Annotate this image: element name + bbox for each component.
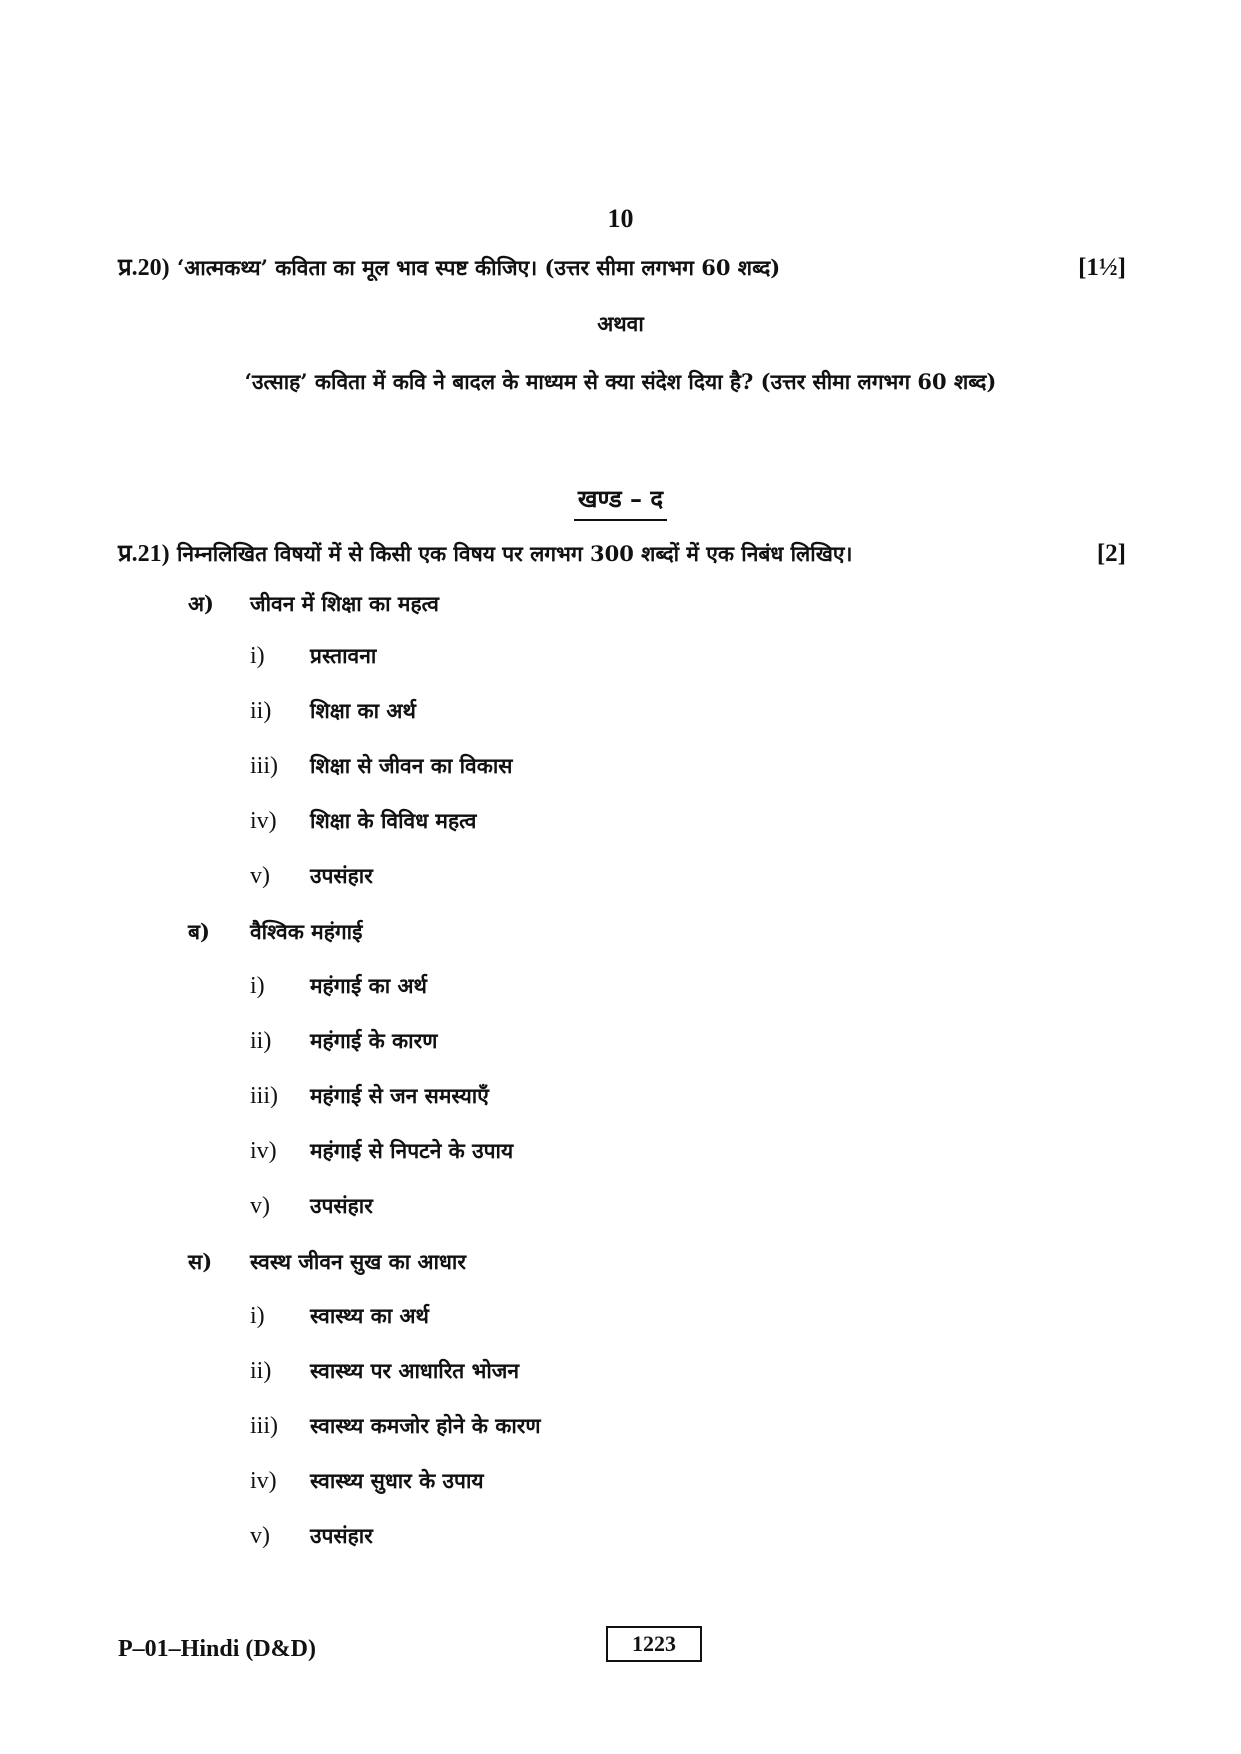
question-20-text: ‘आत्मकथ्य’ कविता का मूल भाव स्पष्ट कीजिए। (उत्तर सीमा लगभग 60 शब्द): [176, 255, 781, 280]
outline-point: [250, 1137, 513, 1165]
point-text: स्वास्थ्य सुधार के उपाय: [310, 1468, 484, 1493]
point-text: महंगाई से निपटने के उपाय: [310, 1138, 514, 1163]
question-20-number: प्र.20): [118, 255, 170, 281]
page-number: 10: [607, 204, 634, 233]
outline-point: [250, 697, 416, 725]
point-text: स्वास्थ्य पर आधारित भोजन: [310, 1358, 520, 1383]
outline-point: [250, 1412, 541, 1440]
outline-point: [250, 1027, 437, 1055]
point-text: शिक्षा के विविध महत्व: [310, 808, 477, 833]
point-text: शिक्षा से जीवन का विकास: [310, 753, 513, 778]
question-21-text: निम्नलिखित विषयों में से किसी एक विषय पर लगभग 300 शब्दों में एक निबंध लिखिए।: [176, 541, 853, 566]
question-21: [118, 536, 1126, 569]
point-text: उपसंहार: [310, 1523, 373, 1548]
essay-topic-a: [188, 590, 439, 618]
point-text: महंगाई का अर्थ: [310, 973, 427, 998]
or-label: अथवा: [597, 311, 644, 336]
section-title-text: खण्ड – द: [574, 482, 667, 521]
outline-point: [250, 1357, 519, 1385]
outline-point: [250, 807, 476, 835]
point-numeral: iv): [250, 1468, 277, 1494]
point-numeral: v): [250, 863, 270, 889]
point-numeral: iv): [250, 1138, 277, 1164]
point-numeral: v): [250, 1523, 270, 1549]
topic-title: स्वस्थ जीवन सुख का आधार: [250, 1249, 466, 1274]
question-21-number: प्र.21): [118, 541, 170, 567]
point-text: स्वास्थ्य का अर्थ: [310, 1303, 429, 1328]
point-text: उपसंहार: [310, 1193, 373, 1218]
outline-point: [250, 1192, 373, 1220]
outline-point: [250, 1302, 429, 1330]
point-numeral: iii): [250, 1083, 278, 1109]
question-20-alternative: ‘उत्साह’ कविता में कवि ने बादल के माध्यम से क्या संदेश दिया है? (उत्तर सीमा लगभग 60 शब्द): [244, 369, 997, 394]
point-numeral: ii): [250, 1028, 272, 1054]
outline-point: [250, 1082, 489, 1110]
point-numeral: ii): [250, 1358, 272, 1384]
paper-code: P–01–Hindi (D&D): [118, 1636, 316, 1662]
point-text: स्वास्थ्य कमजोर होने के कारण: [310, 1413, 541, 1438]
point-numeral: i): [250, 643, 265, 669]
topic-title: वैश्विक महंगाई: [250, 919, 363, 944]
outline-point: [250, 752, 512, 780]
question-20: [118, 250, 1126, 283]
point-numeral: iv): [250, 808, 277, 834]
point-text: महंगाई के कारण: [310, 1028, 438, 1053]
topic-label: ब): [188, 919, 210, 944]
point-numeral: i): [250, 1303, 265, 1329]
essay-topic-c: [188, 1248, 466, 1276]
point-text: उपसंहार: [310, 863, 373, 888]
question-21-marks: [2]: [1096, 540, 1126, 567]
essay-topic-b: [188, 918, 362, 946]
outline-point: [250, 1467, 484, 1495]
outline-point: [250, 972, 427, 1000]
topic-label: स): [188, 1249, 213, 1274]
point-numeral: iii): [250, 1413, 278, 1439]
section-title: [0, 482, 1241, 521]
point-text: प्रस्तावना: [310, 643, 377, 668]
topic-title: जीवन में शिक्षा का महत्व: [250, 591, 439, 616]
outline-point: [250, 642, 376, 670]
point-numeral: v): [250, 1193, 270, 1219]
outline-point: [250, 1522, 373, 1550]
topic-label: अ): [188, 591, 214, 616]
booklet-number-box: 1223: [606, 1626, 702, 1662]
question-20-marks: [1½]: [1078, 254, 1126, 281]
point-numeral: i): [250, 973, 265, 999]
point-text: महंगाई से जन समस्याएँ: [310, 1083, 489, 1108]
point-numeral: ii): [250, 698, 272, 724]
point-text: शिक्षा का अर्थ: [310, 698, 416, 723]
point-numeral: iii): [250, 753, 278, 779]
outline-point: [250, 862, 373, 890]
